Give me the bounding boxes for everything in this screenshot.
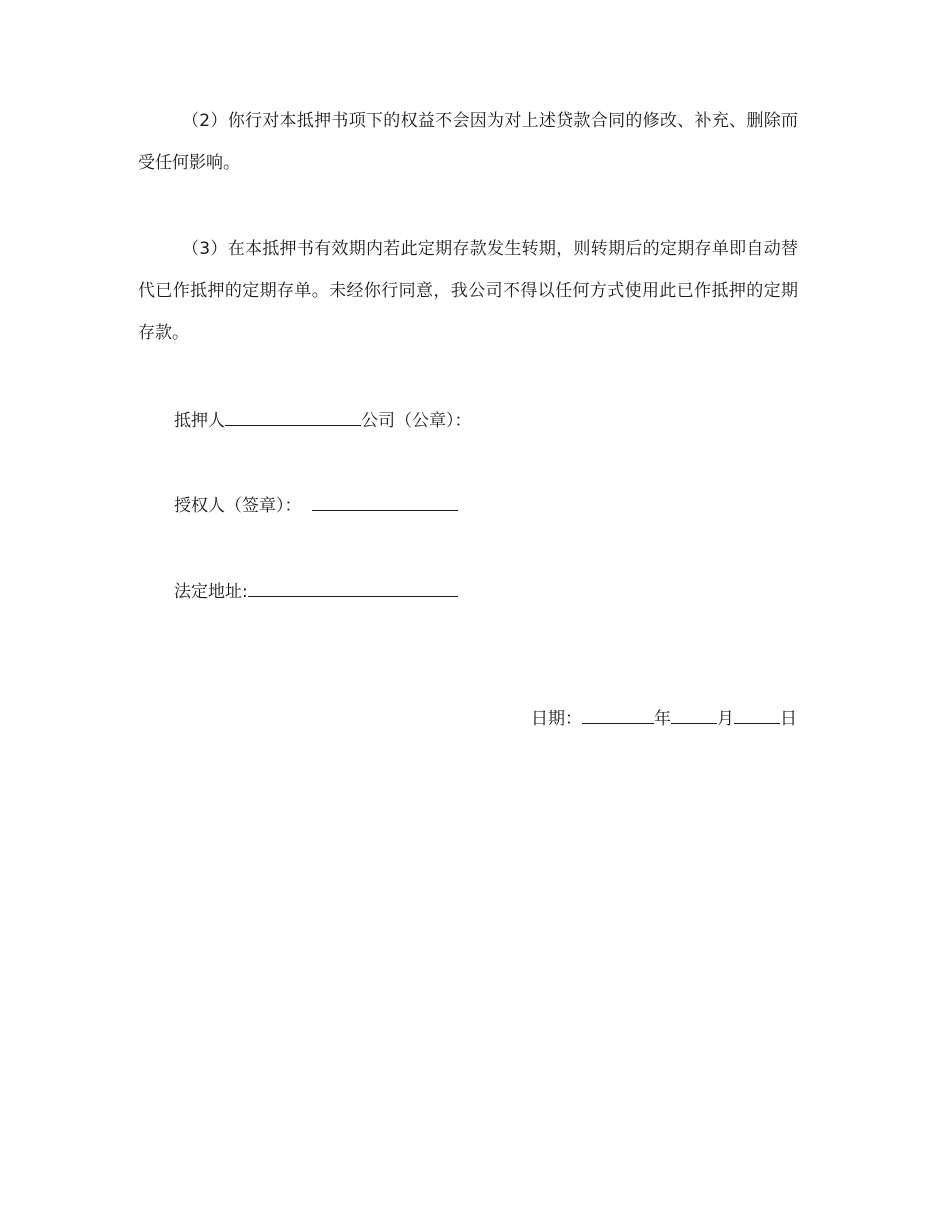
authorized-line bbox=[174, 492, 458, 520]
year-label: 年 bbox=[654, 709, 671, 729]
mortgagor-label: 抵押人 bbox=[174, 411, 225, 431]
day-label: 日 bbox=[780, 709, 797, 729]
address-blank bbox=[248, 580, 458, 597]
month-blank bbox=[671, 707, 717, 724]
day-blank bbox=[734, 707, 780, 724]
mortgagor-blank bbox=[225, 409, 361, 426]
mortgagor-line bbox=[174, 407, 472, 435]
authorized-label: 授权人（签章）： bbox=[174, 496, 302, 516]
mortgagor-seal-label: 公司（公章）： bbox=[361, 411, 472, 431]
clause-3: （3）在本抵押书有效期内若此定期存款发生转期，则转期后的定期存单即自动替代已作抵押的定期存单。未经你行同意，我公司不得以任何方式使用此已作抵押的定期存款。 bbox=[138, 239, 798, 343]
address-line bbox=[174, 578, 458, 606]
date-line bbox=[531, 705, 797, 733]
year-blank bbox=[582, 707, 654, 724]
month-label: 月 bbox=[717, 709, 734, 729]
clause-2: （2）你行对本抵押书项下的权益不会因为对上述贷款合同的修改、补充、删除而受任何影响。 bbox=[138, 111, 798, 173]
authorized-blank bbox=[312, 494, 458, 511]
date-label: 日期： bbox=[531, 709, 582, 729]
address-label: 法定地址: bbox=[174, 582, 248, 602]
